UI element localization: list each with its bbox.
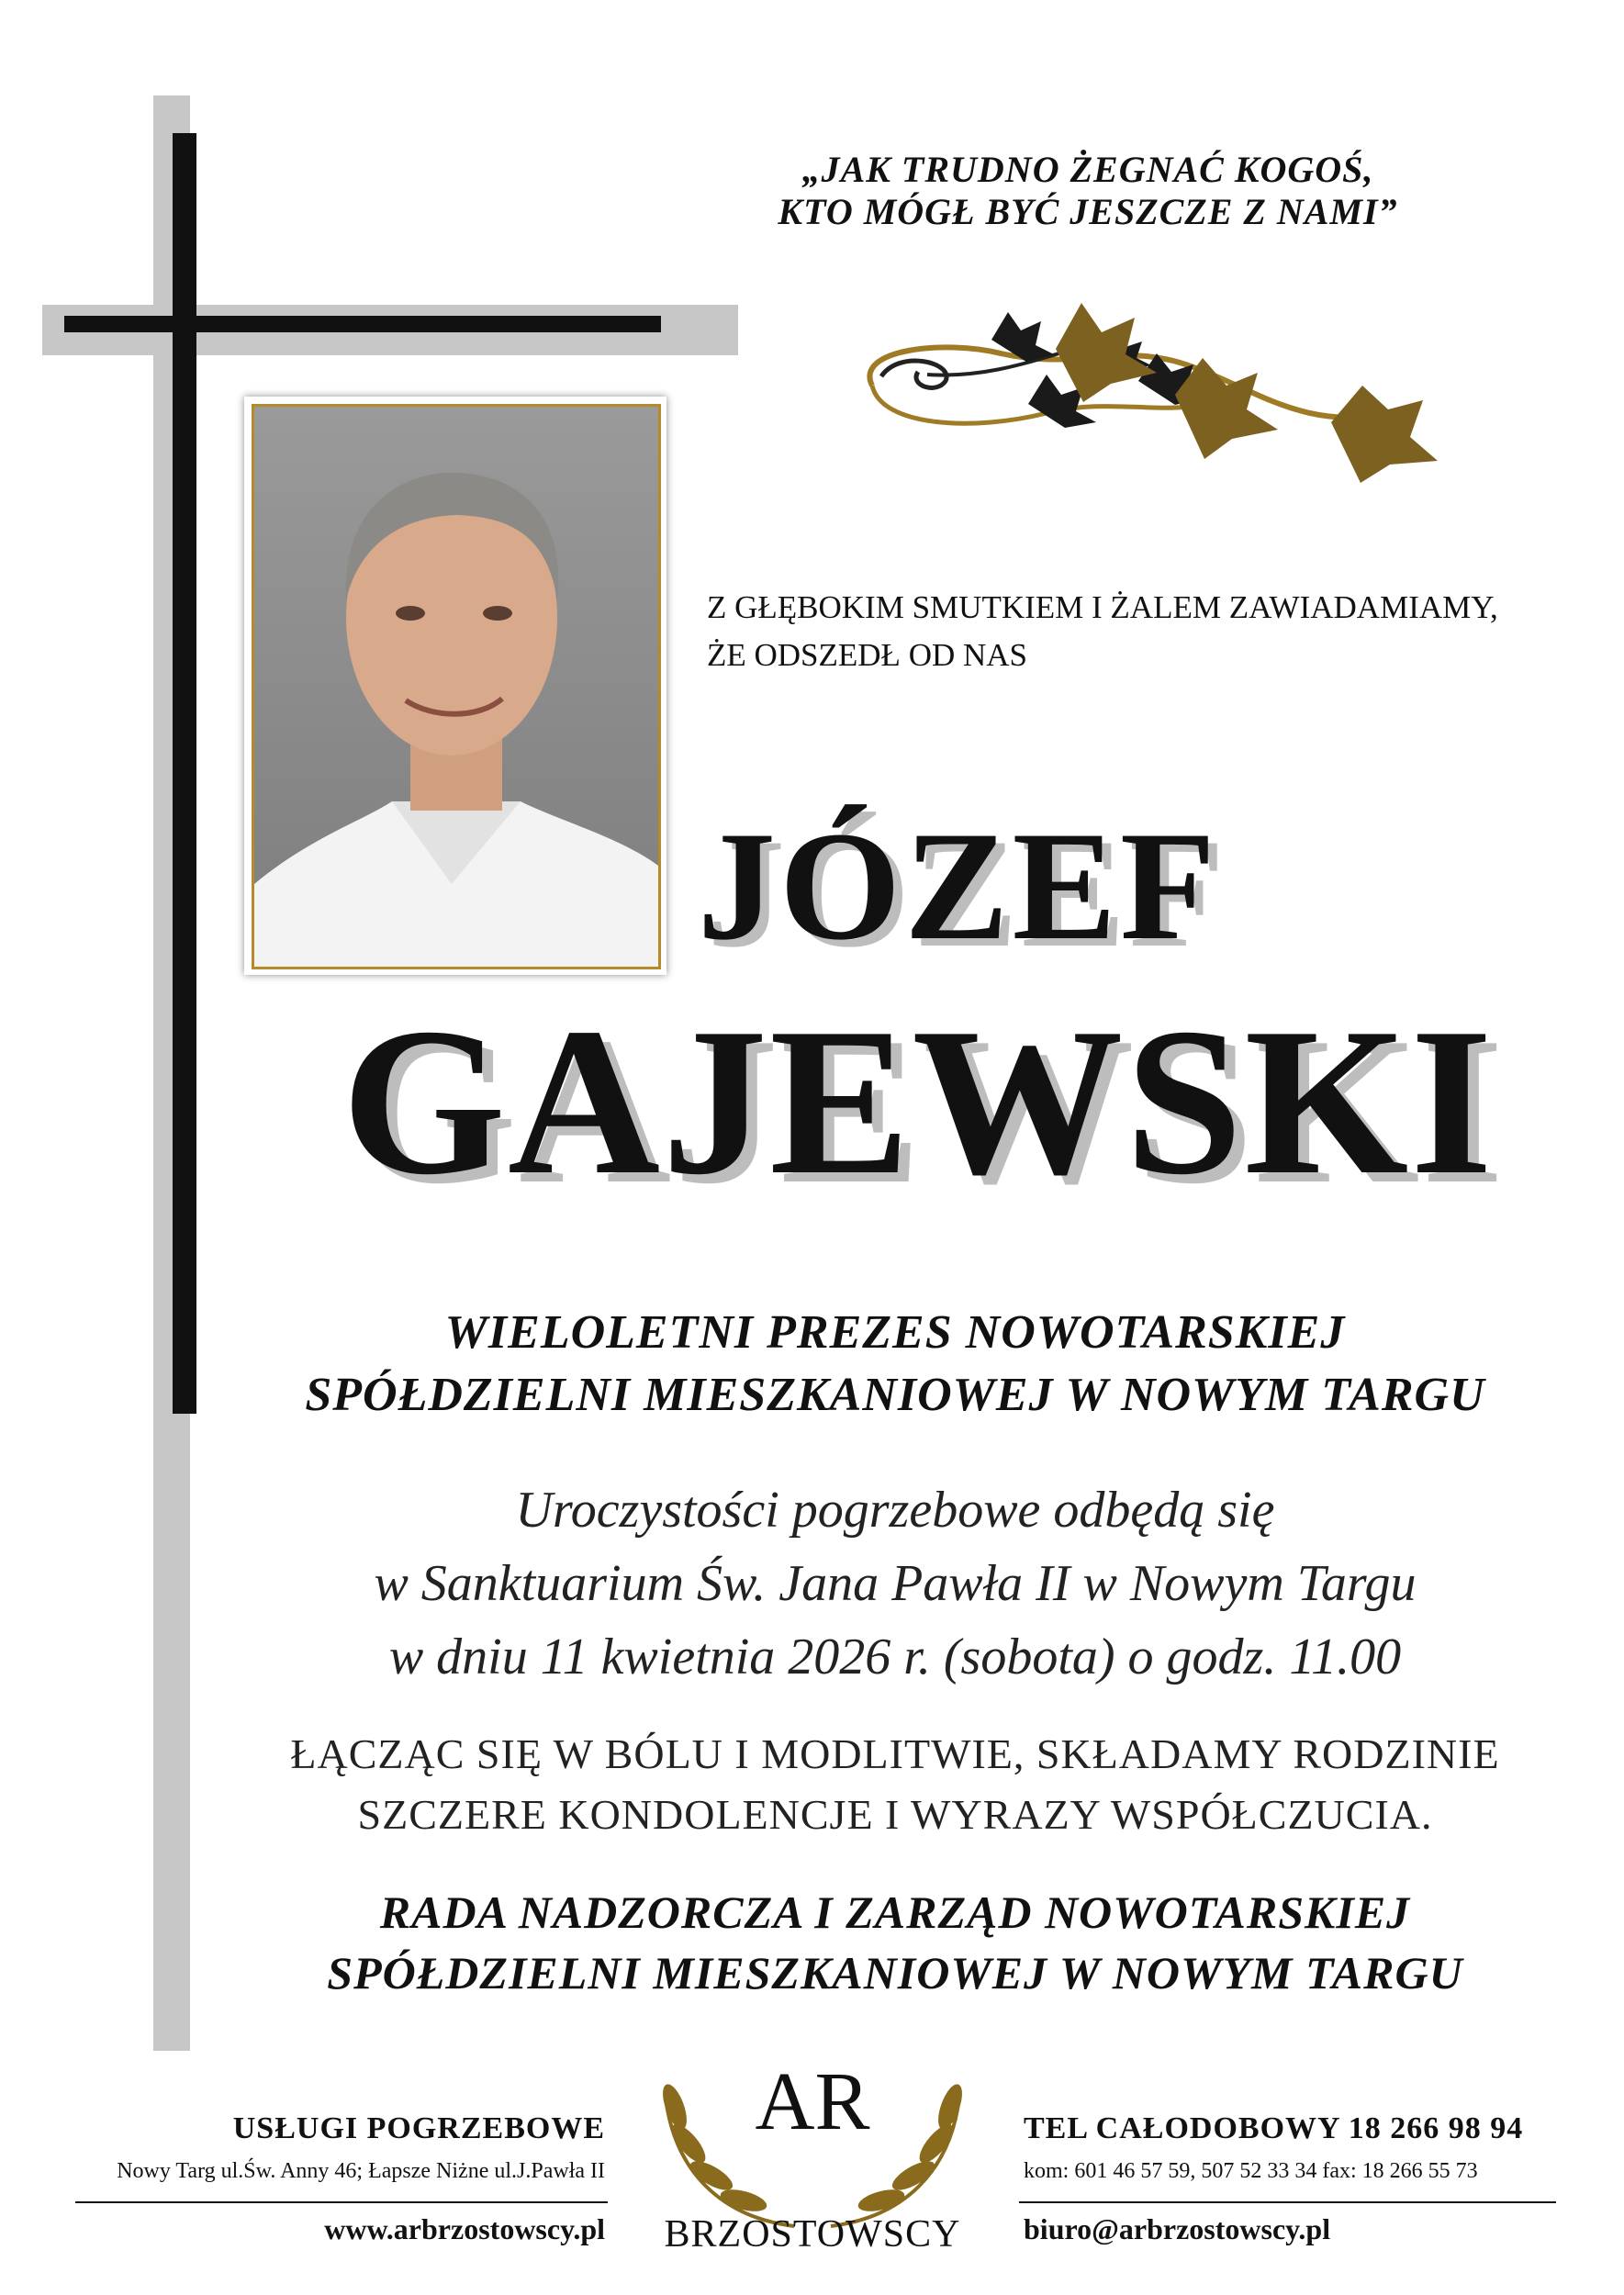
signature-line-1: RADA NADZORCZA I ZARZĄD NOWOTARSKIEJ: [379, 1886, 1411, 1938]
footer-left-address: Nowy Targ ul.Św. Anny 46; Łapsze Niżne ul.J.Pawła II: [117, 2159, 605, 2183]
portrait-photo-frame: [244, 397, 666, 975]
logo-initials: AR: [755, 2056, 870, 2147]
footer-left-title: USŁUGI POGRZEBOWE: [232, 2111, 605, 2145]
intro-line-2: ŻE ODSZEDŁ OD NAS: [707, 637, 1028, 673]
title-line-1: WIELOLETNI PREZES NOWOTARSKIEJ: [444, 1306, 1346, 1359]
condolences-line-1: ŁĄCZĄC SIĘ W BÓLU I MODLITWIE, SKŁADAMY RODZINIE: [290, 1730, 1500, 1777]
signature-line-2: SPÓŁDZIELNI MIESZKANIOWEJ W NOWYM TARGU: [327, 1947, 1463, 1998]
logo-name: BRZOSTOWSCY: [664, 2213, 961, 2256]
footer-left-web: www.arbrzostowscy.pl: [324, 2212, 605, 2245]
ceremony-line-1: Uroczystości pogrzebowe odbędą się: [515, 1482, 1275, 1539]
footer-left-rule: [75, 2201, 608, 2203]
ceremony-block: [220, 1473, 1570, 1694]
intro-line-1: Z GŁĘBOKIM SMUTKIEM I ŻALEM ZAWIADAMIAMY,: [707, 589, 1498, 625]
footer-right-title: TEL CAŁODOBOWY 18 266 98 94: [1024, 2111, 1524, 2145]
first-name: JÓZEF: [698, 800, 1219, 972]
ceremony-line-3: w dniu 11 kwietnia 2026 r. (sobota) o godz. 11.00: [388, 1629, 1402, 1685]
signature-block: [220, 1882, 1570, 2003]
cross-bar: [64, 316, 661, 332]
leaf-ornament-icon: [845, 275, 1506, 487]
last-name: GAJEWSKI: [342, 984, 1495, 1218]
condolences-block: [220, 1724, 1570, 1845]
title-block: [220, 1302, 1570, 1427]
quote-line-2: KTO MÓGŁ BYĆ JESZCZE Z NAMI”: [778, 191, 1398, 232]
footer-right-rule: [1019, 2201, 1556, 2203]
condolences-line-2: SZCZERE KONDOLENCJE I WYRAZY WSPÓŁCZUCIA.: [357, 1791, 1433, 1838]
title-line-2: SPÓŁDZIELNI MIESZKANIOWEJ W NOWYM TARGU: [305, 1369, 1485, 1421]
portrait-photo: [252, 404, 661, 969]
ceremony-line-2: w Sanktuarium Św. Jana Pawła II w Nowym Targu: [374, 1555, 1417, 1612]
quote-line-1: „JAK TRUDNO ŻEGNAĆ KOGOŚ,: [801, 149, 1374, 190]
footer-right-phones: kom: 601 46 57 59, 507 52 33 34 fax: 18 266 55 73: [1024, 2159, 1478, 2183]
footer-right-email: biuro@arbrzostowscy.pl: [1024, 2212, 1331, 2245]
